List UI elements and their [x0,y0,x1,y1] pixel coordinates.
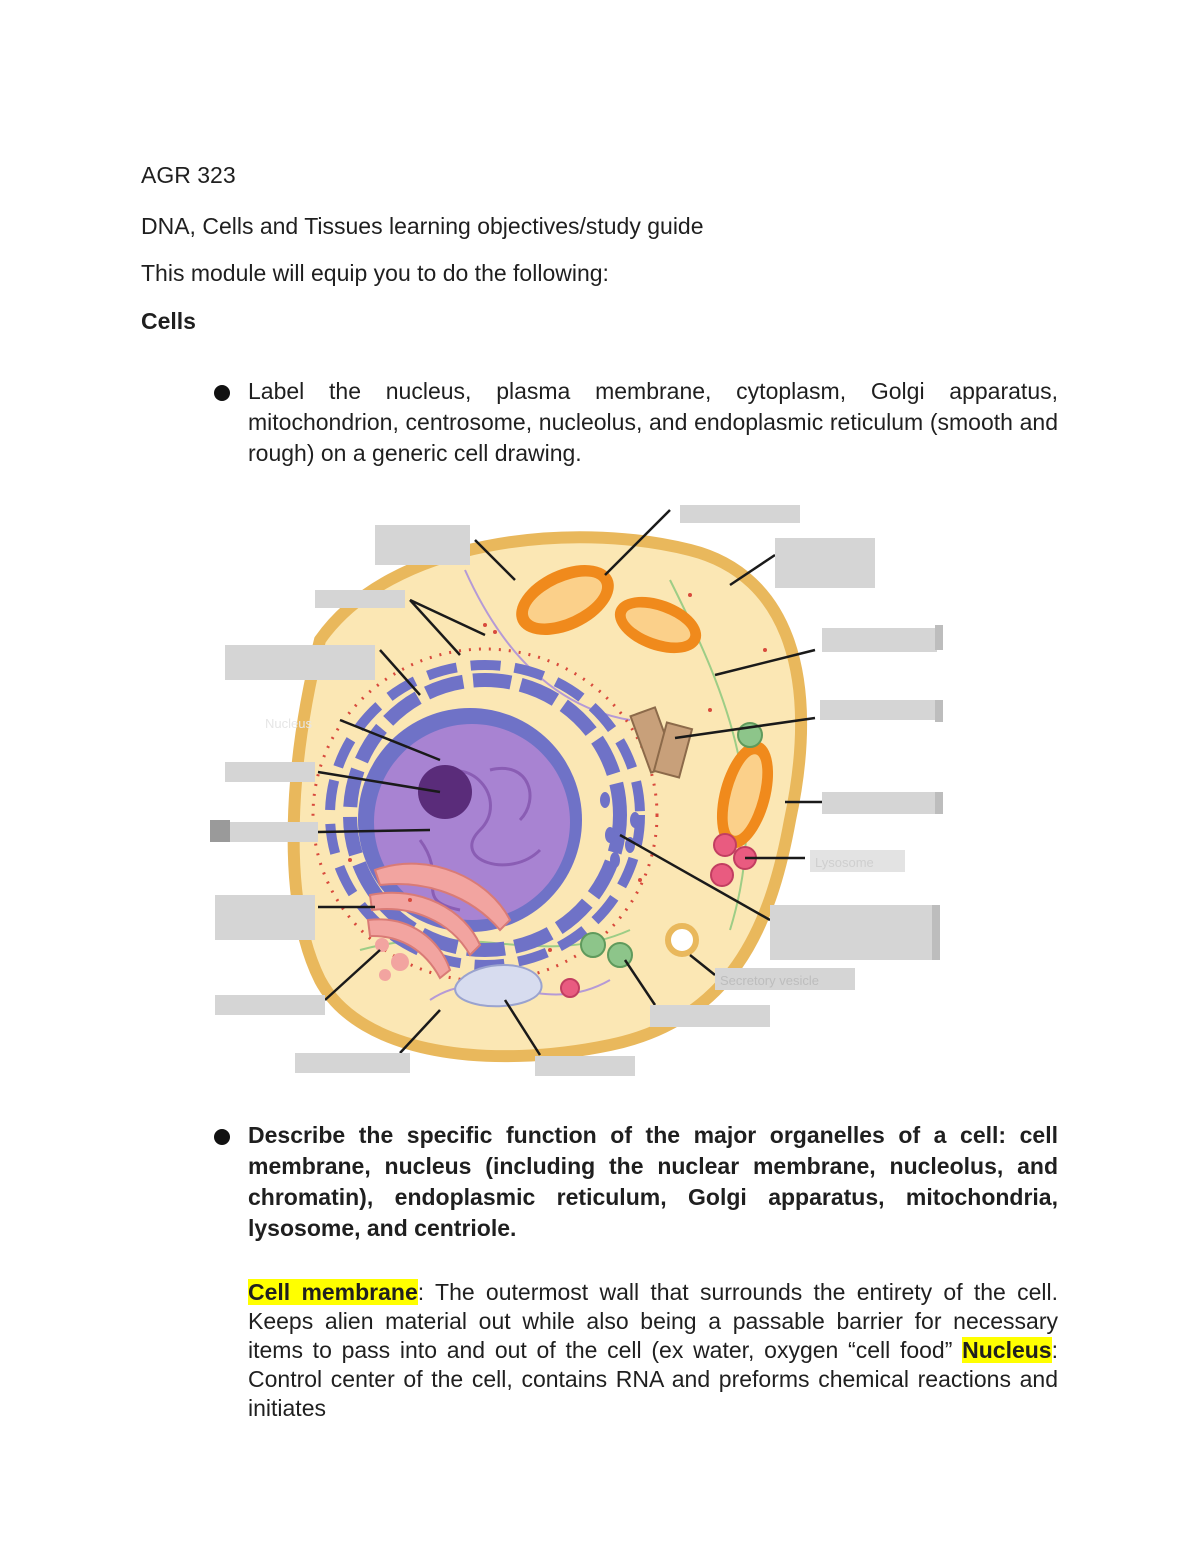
term-cell-membrane: Cell membrane [248,1279,418,1305]
organelle-notes: Cell membrane: The outermost wall that surrounds the entirety of the cell. Keeps alien material out while also being a passable barrier for necessary items to pass into and out of the cell (ex water, oxygen “cell food” Nucleus: Control center of the cell, contains RNA and preforms chemical reactions and initiates [248,1279,1059,1421]
bullet-icon [214,385,230,401]
def-cell-membrane: The outermost wall that surrounds the entirety of the cell. Keeps alien material out while also being a passable barrier for necessary items to pass into and out of the cell (ex water, oxygen “cell food” [248,1279,1059,1363]
objective-1: Label the nucleus, plasma membrane, cytoplasm, Golgi apparatus, mitochondrion, centrosome, nucleolus, and endoplasmic reticulum (smooth and rough) on a generic cell drawing. [248,378,1058,466]
intro-text: This module will equip you to do the following: [141,260,609,286]
svg-text:Secretory vesicle: Secretory vesicle [720,973,819,988]
lysosome [714,834,736,856]
def-nucleus: Control center of the cell, contains RNA and preforms chemical reactions and initiates [248,1366,1058,1421]
course-code: AGR 323 [141,162,236,188]
objective-2: Describe the specific function of the major organelles of a cell: cell membrane, nucleus (including the nuclear membrane, nucleolus, and chromatin), endoplasmic reticulum, Golgi apparatus, mitochondria, lysosome, and centriole. [248,1122,1058,1241]
bullet-icon [214,1129,230,1145]
term-nucleus: Nucleus [962,1337,1052,1363]
svg-text:Nucleus: Nucleus [265,716,312,731]
secretory-vesicle [668,926,696,954]
document-subtitle: DNA, Cells and Tissues learning objectives/study guide [141,213,704,239]
section-heading: Cells [141,308,196,334]
nucleolus [418,765,472,819]
svg-text:Lysosome: Lysosome [815,855,874,870]
cell-diagram [210,500,945,1085]
